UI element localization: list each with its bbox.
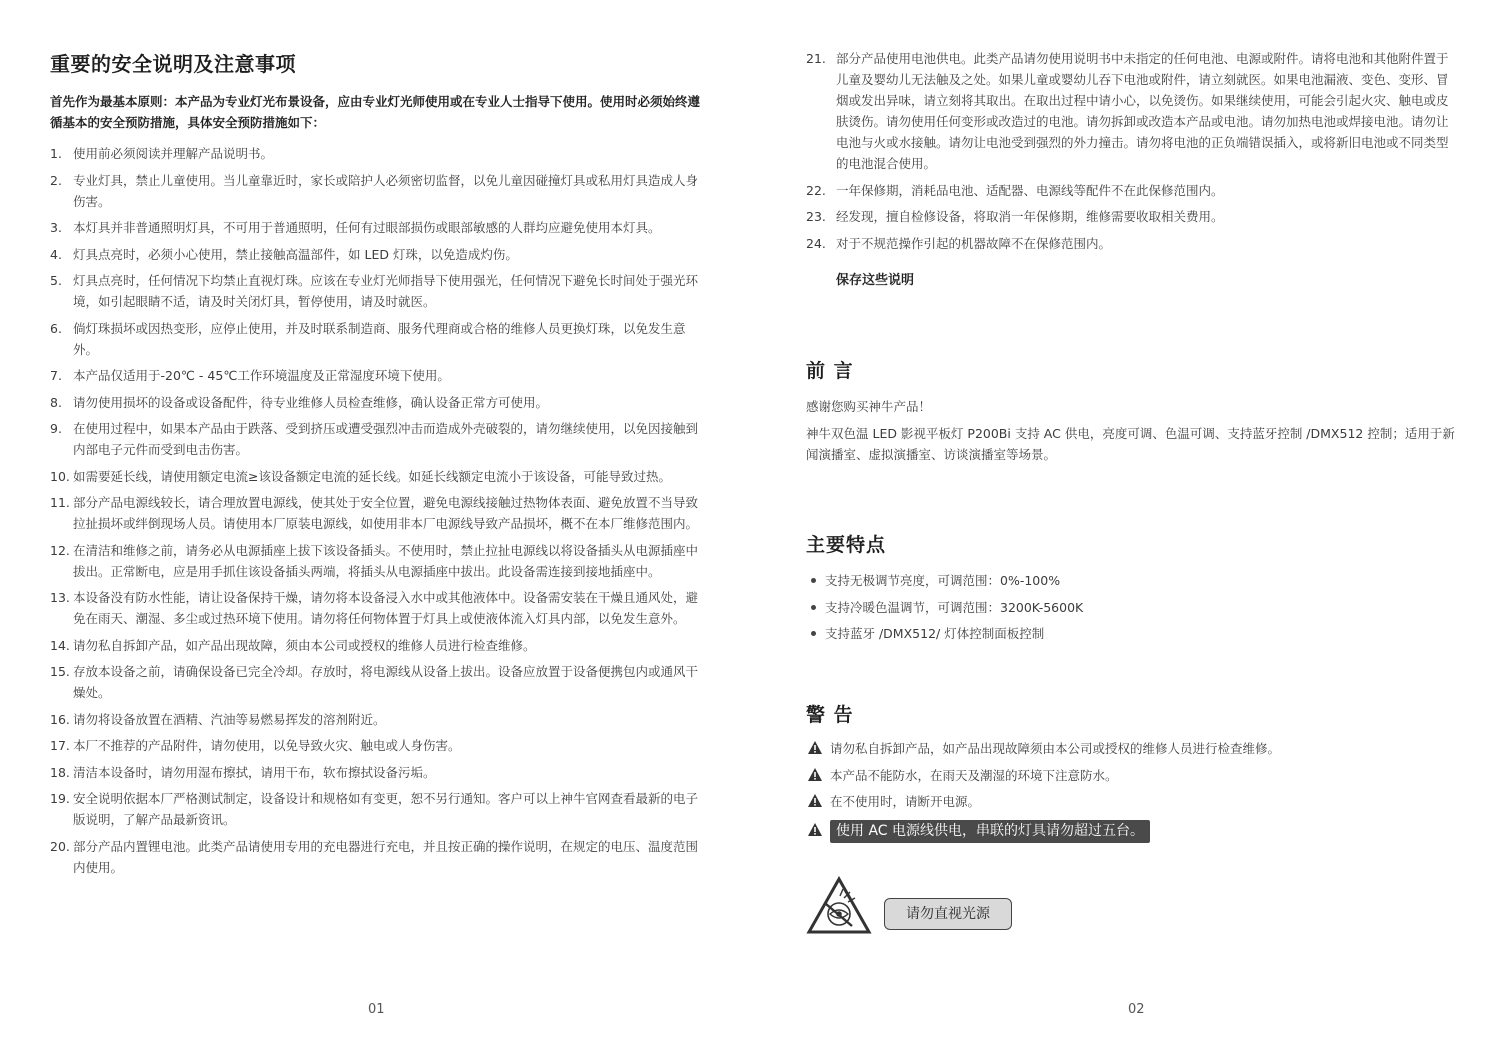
- item-text: 部分产品使用电池供电。此类产品请勿使用说明书中未指定的任何电池、电源或附件。请将电池和其他附件置于儿童及婴幼儿无法触及之处。如果儿童或婴幼儿吞下电池或附件，请立刻就医。如果电池漏液、变色、变形、冒烟或发出异味，请立刻将其取出。在取出过程中请小心，以免烫伤。如果继续使用，可能会引起火灾、触电或皮肤烫伤。请勿使用任何变形或改造过的电池。请勿拆卸或改造本产品或电池。请勿加热电池或焊接电池。请勿让电池与火或水接触。请勿让电池受到强烈的外力撞击。请勿将电池的正负端错误插入，或将新旧电池或不同类型的电池混合使用。: [836, 51, 1449, 171]
- item-text: 存放本设备之前，请确保设备已完全冷却。存放时，将电源线从设备上拔出。设备应放置于设备便携包内或通风干燥处。: [73, 664, 699, 700]
- safety-item: [806, 233, 1456, 254]
- item-text: 请勿将设备放置在酒精、汽油等易燃易挥发的溶剂附近。: [73, 711, 386, 727]
- item-number: 2.: [50, 172, 62, 188]
- feature-text: 支持冷暖色温调节，可调范围：3200K-5600K: [825, 599, 1084, 615]
- item-text: 使用前必须阅读并理解产品说明书。: [73, 146, 274, 161]
- no-stare-warning-icon: [806, 876, 872, 936]
- item-number: 1.: [50, 146, 62, 161]
- item-number: 16.: [50, 711, 70, 727]
- warning-item-highlight: [808, 820, 1448, 843]
- page-number: 02: [1128, 1002, 1145, 1017]
- warning-text: 在不使用时，请断开电源。: [830, 794, 981, 809]
- features-title: 主要特点: [806, 534, 887, 556]
- item-text: 一年保修期，消耗品电池、适配器、电源线等配件不在此保修范围内。: [836, 182, 1224, 198]
- item-number: 4.: [50, 246, 62, 262]
- preface-title: 前 言: [806, 360, 854, 382]
- item-number: 13.: [50, 590, 70, 605]
- item-number: 18.: [50, 764, 70, 780]
- item-text: 清洁本设备时，请勿用湿布擦拭，请用干布，软布擦拭设备污垢。: [73, 764, 436, 780]
- bullet-icon: [811, 631, 816, 636]
- item-text: 在使用过程中，如果本产品由于跌落、受到挤压或遭受强烈冲击而造成外壳破裂的，请勿继续使用，以免因接触到内部电子元件而受到电击伤害。: [73, 421, 699, 457]
- item-text: 请勿使用损坏的设备或设备配件，待专业维修人员检查维修，确认设备正常方可使用。: [73, 394, 549, 410]
- item-number: 11.: [50, 495, 70, 510]
- item-number: 21.: [806, 51, 826, 66]
- item-text: 部分产品内置锂电池。此类产品请使用专用的充电器进行充电，并且按正确的操作说明，在规定的电压、温度范围内使用。: [73, 838, 699, 875]
- item-text: 本设备没有防水性能，请让设备保持干燥，请勿将本设备浸入水中或其他液体中。设备需安装在干燥且通风处，避免在雨天、潮湿、多尘或过热环境下使用。请勿将任何物体置于灯具上或使液体流入灯具内部，以免发生意外。: [73, 590, 699, 626]
- item-text: 对于不规范操作引起的机器故障不在保修范围内。: [836, 235, 1112, 251]
- item-text: 灯具点亮时，任何情况下均禁止直视灯珠。应该在专业灯光师指导下使用强光，任何情况下避免长时间处于强光环境，如引起眼睛不适，请及时关闭灯具，暂停使用，请及时就医。: [73, 273, 699, 309]
- warning-item: [808, 738, 1448, 759]
- item-number: 12.: [50, 542, 70, 558]
- warning-item: [808, 765, 1448, 786]
- warning-text: 请勿私自拆卸产品，如产品出现故障须由本公司或授权的维修人员进行检查维修。: [830, 741, 1281, 756]
- item-number: 6.: [50, 320, 62, 336]
- page-number: 01: [368, 1002, 385, 1017]
- warning-item: [808, 791, 1448, 812]
- preface-description: 神牛双色温 LED 影视平板灯 P200Bi 支持 AC 供电，亮度可调、色温可调、支持蓝牙控制 /DMX512 控制；适用于新闻演播室、虚拟演播室、访谈演播室等场景。: [806, 426, 1455, 462]
- item-text: 安全说明依据本厂严格测试制定，设备设计和规格如有变更，恕不另行通知。客户可以上神牛官网查看最新的电子版说明，了解产品最新资讯。: [73, 791, 699, 827]
- warning-triangle-icon: [808, 741, 822, 754]
- warning-text: 本产品不能防水，在雨天及潮湿的环境下注意防水。: [830, 767, 1118, 783]
- item-number: 22.: [806, 182, 826, 198]
- feature-item: [808, 623, 1448, 644]
- item-text: 专业灯具，禁止儿童使用。当儿童靠近时，家长或陪护人必须密切监督，以免儿童因碰撞灯具或私用灯具造成人身伤害。: [73, 172, 699, 209]
- item-number: 19.: [50, 791, 70, 806]
- item-text: 经发现，擅自检修设备，将取消一年保修期，维修需要收取相关费用。: [836, 209, 1224, 224]
- warning-triangle-icon: [808, 768, 822, 781]
- feature-item: [808, 570, 1448, 591]
- safety-item: [806, 48, 1456, 174]
- preface-thanks: 感谢您购买神牛产品！: [806, 399, 932, 414]
- keep-instructions: 保存这些说明: [836, 273, 915, 288]
- item-text: 请勿私自拆卸产品，如产品出现故障，须由本公司或授权的维修人员进行检查维修。: [73, 637, 536, 653]
- item-text: 灯具点亮时，必须小心使用，禁止接触高温部件，如 LED 灯珠，以免造成灼伤。: [73, 246, 518, 262]
- warning-triangle-icon: [808, 823, 822, 836]
- item-text: 如需要延长线，请使用额定电流≥该设备额定电流的延长线。如延长线额定电流小于该设备，可能导致过热。: [73, 468, 671, 484]
- safety-list-continued: [806, 48, 1456, 259]
- item-text: 倘灯珠损坏或因热变形，应停止使用，并及时联系制造商、服务代理商或合格的维修人员更换灯珠，以免发生意外。: [73, 320, 686, 357]
- bullet-icon: [811, 605, 816, 610]
- item-number: 5.: [50, 273, 62, 288]
- warning-title: 警 告: [806, 704, 854, 726]
- item-number: 7.: [50, 368, 62, 383]
- item-number: 10.: [50, 468, 70, 484]
- item-number: 20.: [50, 838, 70, 854]
- item-number: 24.: [806, 235, 826, 251]
- no-stare-label: 请勿直视光源: [884, 898, 1012, 930]
- features-list: [808, 570, 1448, 650]
- item-number: 23.: [806, 209, 826, 224]
- item-number: 14.: [50, 637, 70, 653]
- item-number: 8.: [50, 394, 62, 410]
- item-number: 15.: [50, 664, 70, 679]
- bullet-icon: [811, 578, 816, 583]
- warning-highlight-text: 使用 AC 电源线供电，串联的灯具请勿超过五台。: [830, 820, 1150, 843]
- feature-text: 支持无极调节亮度，可调范围：0%-100%: [825, 573, 1061, 588]
- safety-title: 重要的安全说明及注意事项: [50, 52, 296, 76]
- safety-item: [806, 180, 1456, 201]
- item-number: 9.: [50, 421, 62, 436]
- safety-principle: 首先作为最基本原则：本产品为专业灯光布景设备，应由专业灯光师使用或在专业人士指导下使用。使用时必须始终遵循基本的安全预防措施，具体安全预防措施如下：: [50, 94, 701, 130]
- item-text: 在清洁和维修之前，请务必从电源插座上拔下该设备插头。不使用时，禁止拉扯电源线以将设备插头从电源插座中拔出。正常断电，应是用手抓住该设备插头两端，将插头从电源插座中拔出。此设备需连接到接地插座中。: [73, 542, 699, 579]
- safety-item: [806, 206, 1456, 227]
- feature-text: 支持蓝牙 /DMX512/ 灯体控制面板控制: [825, 626, 1045, 641]
- item-number: 17.: [50, 738, 70, 753]
- item-number: 3.: [50, 220, 62, 235]
- warnings-list: [808, 738, 1448, 849]
- item-text: 本灯具并非普通照明灯具，不可用于普通照明，任何有过眼部损伤或眼部敏感的人群均应避免使用本灯具。: [73, 220, 661, 235]
- feature-item: [808, 597, 1448, 618]
- item-text: 本产品仅适用于-20℃ - 45℃工作环境温度及正常湿度环境下使用。: [73, 368, 450, 383]
- item-text: 部分产品电源线较长，请合理放置电源线，使其处于安全位置，避免电源线接触过热物体表面、避免放置不当导致拉扯损坏或绊倒现场人员。请使用本厂原装电源线，如使用非本厂电源线导致产品损坏，概不在本厂维修范围内。: [73, 495, 699, 531]
- warning-triangle-icon: [808, 794, 822, 807]
- item-text: 本厂不推荐的产品附件，请勿使用，以免导致火灾、触电或人身伤害。: [73, 738, 461, 753]
